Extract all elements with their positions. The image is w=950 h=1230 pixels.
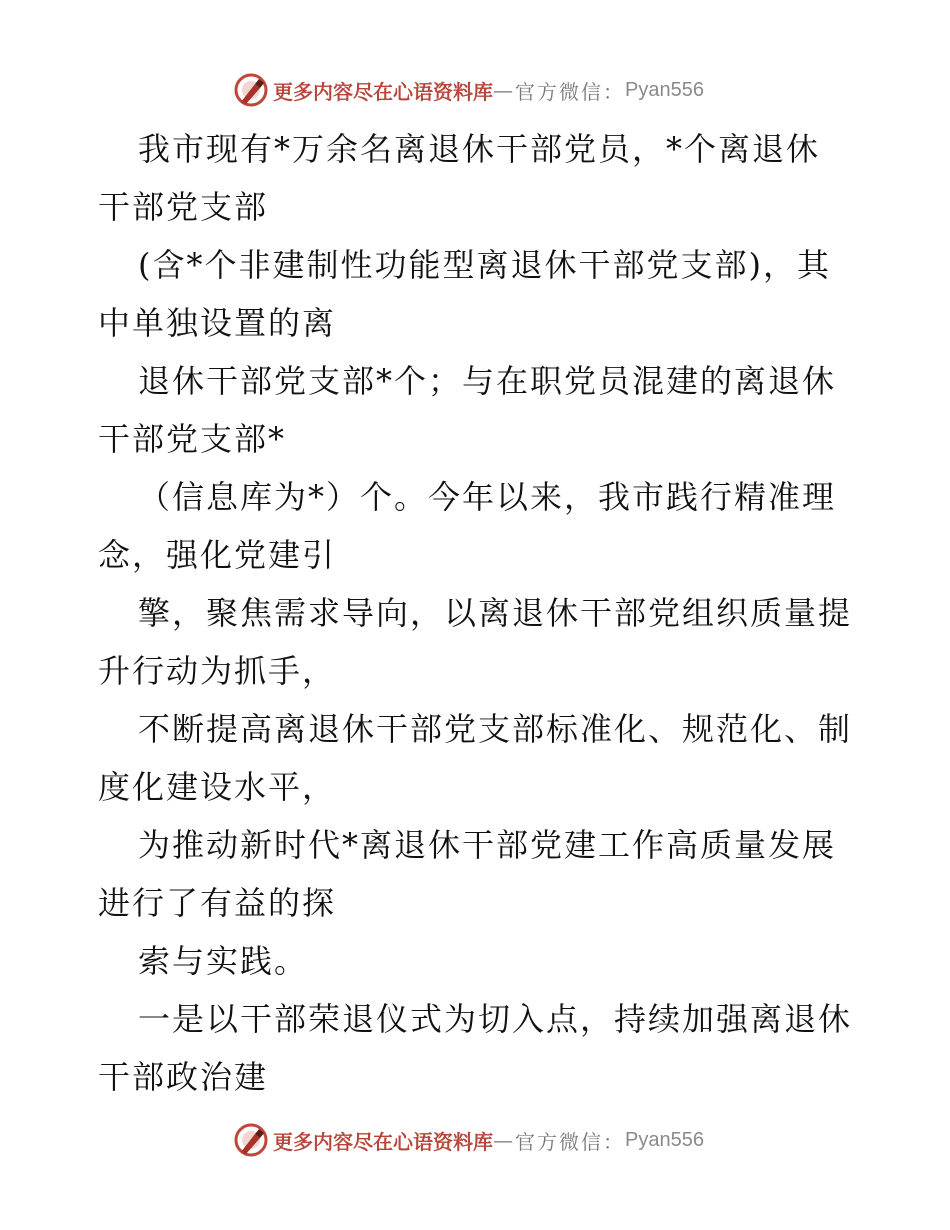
footer-contact-label: 官方微信：: [515, 1129, 625, 1154]
header-separator: —: [493, 78, 515, 102]
paragraph: 不断提高离退休干部党支部标准化、规范化、制度化建设水平，: [98, 710, 853, 806]
header-brand-text: 更多内容尽在心语资料库: [273, 79, 493, 104]
paragraph: 索与实践。: [138, 942, 309, 980]
paragraph: 为推动新时代*离退休干部党建工作高质量发展进行了有益的探: [98, 826, 837, 922]
header-contact-label: 官方微信：: [515, 79, 625, 104]
footer-brand-text: 更多内容尽在心语资料库: [273, 1129, 493, 1154]
header-contact-id: Pyan556: [625, 78, 704, 101]
paragraph: （信息库为*）个。今年以来，我市践行精准理念，强化党建引: [98, 478, 837, 574]
header-banner: [233, 72, 704, 108]
pen-logo-icon: [233, 1122, 269, 1158]
paragraph: 退休干部党支部*个；与在职党员混建的离退休干部党支部*: [98, 362, 837, 458]
footer-contact-id: Pyan556: [625, 1128, 704, 1151]
paragraph: 一是以干部荣退仪式为切入点，持续加强离退休干部政治建: [98, 1000, 853, 1096]
paragraph: (含*个非建制性功能型离退休干部党支部)，其中单独设置的离: [98, 246, 831, 342]
footer-separator: —: [493, 1128, 515, 1152]
document-body: [98, 120, 853, 1106]
footer-banner: [233, 1122, 704, 1158]
paragraph: 我市现有*万余名离退休干部党员，*个离退休干部党支部: [98, 130, 821, 226]
pen-logo-icon: [233, 72, 269, 108]
paragraph: 擎，聚焦需求导向，以离退休干部党组织质量提升行动为抓手，: [98, 594, 853, 690]
